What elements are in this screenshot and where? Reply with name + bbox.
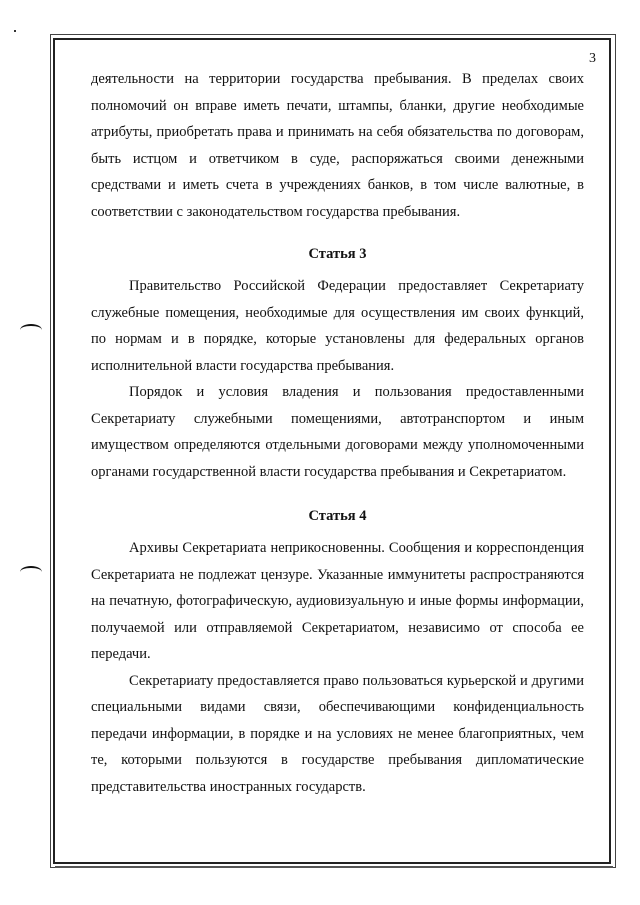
article-4-heading: Статья 4 xyxy=(308,508,367,524)
article-4-paragraph-1: Архивы Секретариата неприкосновенны. Сообщения и корреспонденция Секретариата не подлежат цензуре. Указанные иммунитеты распространяются на печатную, фотографическую, аудиовизуальную и иные формы информации, получаемой или отправляемой Секретариатом, независимо от способа ее передачи. xyxy=(91,540,584,662)
page-number: 3 xyxy=(589,51,596,66)
document-body xyxy=(91,66,584,800)
article-3-heading: Статья 3 xyxy=(308,246,367,262)
page-border-shadow xyxy=(55,866,613,868)
continuation-paragraph: деятельности на территории государства пребывания. В пределах своих полномочий он вправе иметь печати, штампы, бланки, другие необходимые атрибуты, приобретать права и принимать на себя обязательства по договорам, быть истцом и ответчиком в суде, распоряжаться своими денежными средствами и иметь счета в учреждениях банков, в том числе валютные, в соответствии с законодательством государства пребывания. xyxy=(91,71,584,220)
punch-hole-mark-top xyxy=(20,324,42,336)
article-4-paragraph-2: Секретариату предоставляется право пользоваться курьерской и другими специальными видами связи, обеспечивающими конфиденциальность передачи информации, в порядке и на условиях не менее благоприятных, чем те, которыми пользуются в государстве пребывания дипломатические представительства иностранных государств. xyxy=(91,672,584,795)
article-3-paragraph-2: Порядок и условия владения и пользования предоставленными Секретариату служебными помещениями, автотранспортом и иным имуществом определяются отдельными договорами между уполномоченными органами государственной власти государства пребывания и Секретариатом. xyxy=(91,384,584,480)
article-3-paragraph-1: Правительство Российской Федерации предоставляет Секретариату служебные помещения, необходимые для осуществления им своих функций, по нормам и в порядке, которые установлены для федеральных органов исполнительной власти государства пребывания. xyxy=(91,278,584,374)
scan-speck xyxy=(14,30,16,32)
punch-hole-mark-bottom xyxy=(20,566,42,578)
